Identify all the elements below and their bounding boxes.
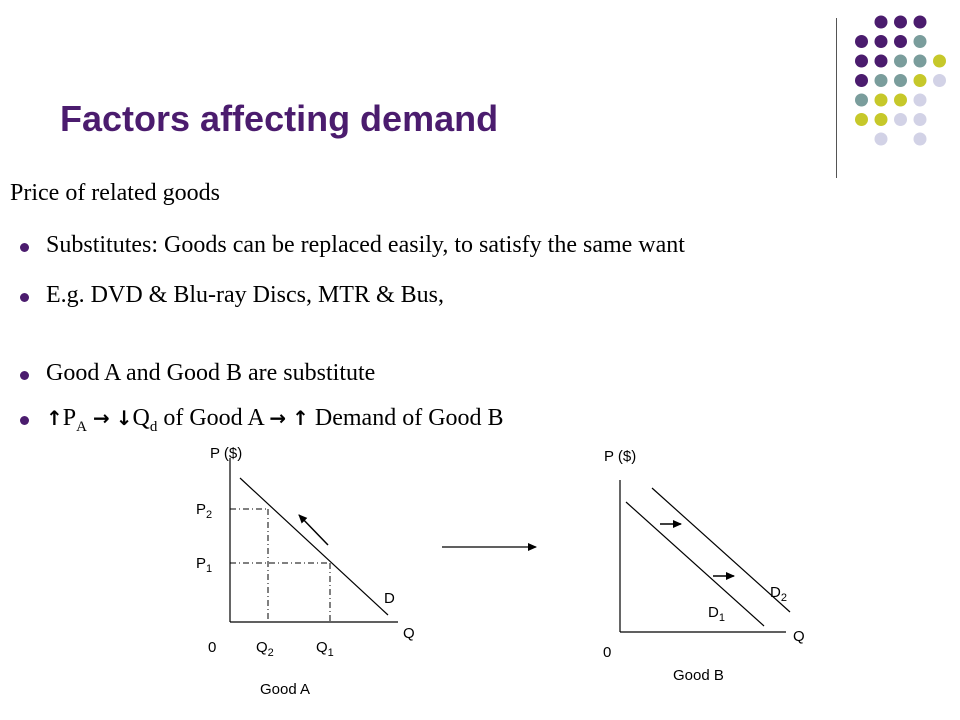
bullet-text: Substitutes: Goods can be replaced easily, to satisfy the same want (46, 232, 685, 258)
curve-label-d: D (384, 590, 395, 607)
bullet-text: $↑P_A$ → $↓Q_d$ of Good A → ↑ Demand of Good B (46, 405, 504, 435)
up-arrow-icon: ↑ (46, 406, 63, 430)
origin-label: 0 (603, 644, 612, 661)
slide-title: Factors affecting demand (60, 98, 499, 139)
demand-curve-d1 (626, 502, 764, 626)
bullet-text: E.g. DVD & Blu-ray Discs, MTR & Bus, (46, 282, 444, 308)
origin-label: 0 (208, 639, 217, 656)
right-arrow-icon: → (269, 406, 287, 430)
caption-good-a: Good A (260, 681, 311, 698)
label-p1: $P_1$ (196, 555, 213, 575)
up-arrow-icon: ↑ (292, 406, 309, 430)
x-axis-label: Q (793, 628, 805, 645)
caption-good-b: Good B (673, 667, 724, 684)
y-axis-label: P ($) (210, 445, 243, 462)
movement-arrow (299, 515, 328, 545)
label-q1: $Q_1$ (316, 639, 334, 659)
graph-good-b (603, 448, 805, 684)
subheading: Price of related goods (10, 180, 220, 206)
down-arrow-icon: ↓ (115, 406, 133, 430)
graph-good-a (196, 445, 415, 698)
bullet-text: Good A and Good B are substitute (46, 360, 376, 386)
x-axis-label: Q (403, 625, 415, 642)
right-arrow-icon: → (92, 406, 110, 430)
demand-curve-d (240, 478, 388, 615)
curve-label-d1: $D_1$ (708, 604, 725, 624)
label-p2: $P_2$ (196, 501, 213, 521)
label-q2: $Q_2$ (256, 639, 274, 659)
y-axis-label: P ($) (604, 448, 637, 465)
curve-label-d2: $D_2$ (770, 584, 787, 604)
